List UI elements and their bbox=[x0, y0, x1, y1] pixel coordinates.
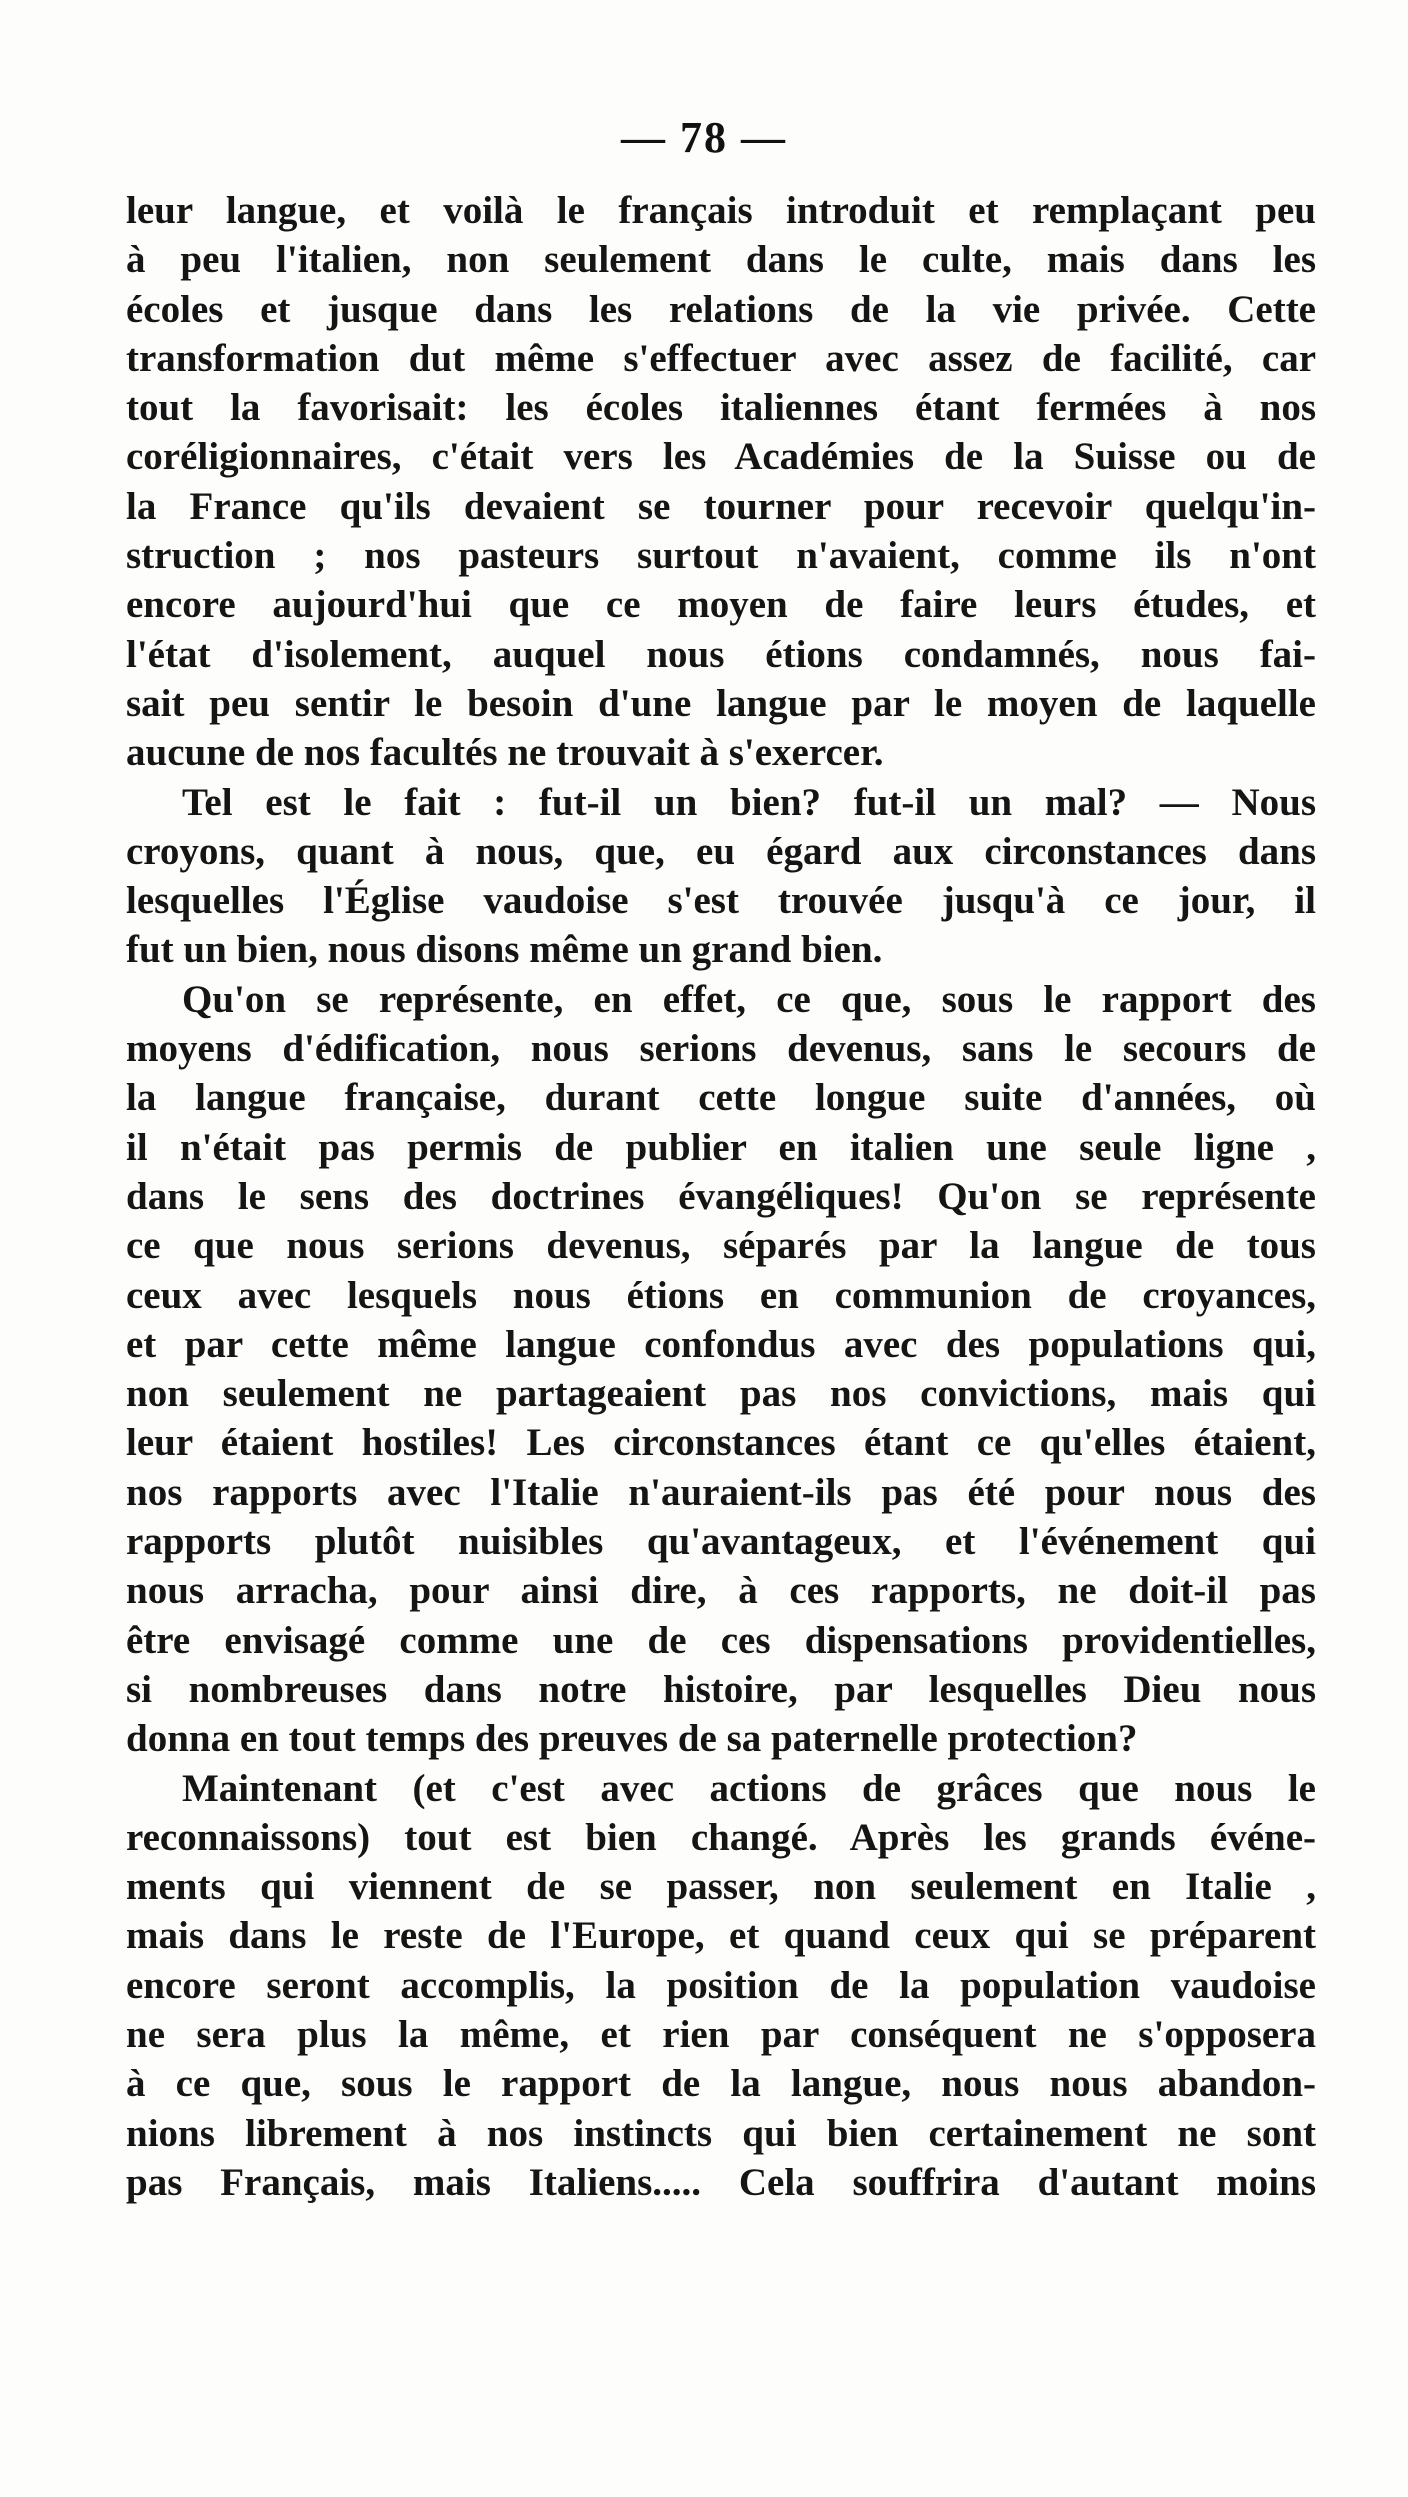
body-text bbox=[126, 186, 1316, 2207]
text-line: leur langue, et voilà le français introduit et remplaçant peu bbox=[126, 189, 1316, 232]
text-line: transformation dut même s'effectuer avec assez de facilité, car bbox=[126, 336, 1316, 380]
text-line: pas Français, mais Italiens..... Cela souffrira d'autant moins bbox=[126, 2160, 1316, 2204]
text-line: à ce que, sous le rapport de la langue, nous nous abandon- bbox=[126, 2062, 1316, 2106]
text-line: il n'était pas permis de publier en italien une seule ligne , bbox=[126, 1125, 1316, 1169]
text-line: mais dans le reste de l'Europe, et quand ceux qui se préparent bbox=[126, 1914, 1316, 1958]
text-line: l'état d'isolement, auquel nous étions condamnés, nous fai- bbox=[126, 632, 1316, 676]
text-line: ceux avec lesquels nous étions en communion de croyances, bbox=[126, 1273, 1316, 1317]
text-line: reconnaissons) tout est bien changé. Après les grands événe- bbox=[126, 1815, 1316, 1859]
text-line: la France qu'ils devaient se tourner pour recevoir quelqu'in- bbox=[126, 484, 1316, 528]
text-line: donna en tout temps des preuves de sa paternelle protection? bbox=[126, 1717, 1138, 1761]
text-line: encore aujourd'hui que ce moyen de faire leurs études, et bbox=[126, 583, 1316, 627]
text-line: à peu l'italien, non seulement dans le culte, mais dans les bbox=[126, 238, 1316, 282]
text-line: ne sera plus la même, et rien par conséquent ne s'opposera bbox=[126, 2012, 1316, 2056]
text-line: encore seront accomplis, la position de la population vaudoise bbox=[126, 1963, 1316, 2007]
text-line: coréligionnaires, c'était vers les Académies de la Suisse ou de bbox=[126, 435, 1316, 479]
text-line: non seulement ne partageaient pas nos convictions, mais qui bbox=[126, 1372, 1316, 1416]
text-line: Maintenant (et c'est avec actions de grâces que nous le bbox=[182, 1766, 1316, 1810]
text-line: sait peu sentir le besoin d'une langue par le moyen de laquelle bbox=[126, 681, 1316, 725]
text-line: la langue française, durant cette longue suite d'années, où bbox=[126, 1076, 1316, 1120]
text-line: Qu'on se représente, en effet, ce que, sous le rapport des bbox=[182, 977, 1316, 1021]
text-line: ments qui viennent de se passer, non seulement en Italie , bbox=[126, 1865, 1316, 1909]
page-number: — 78 — bbox=[621, 113, 787, 162]
text-line: rapports plutôt nuisibles qu'avantageux, et l'événement qui bbox=[126, 1520, 1316, 1564]
text-line: leur étaient hostiles! Les circonstances étant ce qu'elles étaient, bbox=[126, 1421, 1316, 1465]
text-line: si nombreuses dans notre histoire, par lesquelles Dieu nous bbox=[126, 1667, 1316, 1711]
text-line: écoles et jusque dans les relations de la vie privée. Cette bbox=[126, 287, 1316, 331]
text-line: aucune de nos facultés ne trouvait à s'exercer. bbox=[126, 731, 884, 775]
text-line: tout la favorisait: les écoles italiennes étant fermées à nos bbox=[126, 386, 1316, 430]
text-line: nos rapports avec l'Italie n'auraient-ils pas été pour nous des bbox=[126, 1470, 1316, 1514]
text-line: moyens d'édification, nous serions devenus, sans le secours de bbox=[126, 1027, 1316, 1071]
text-line: Tel est le fait : fut-il un bien? fut-il un mal? — Nous bbox=[182, 780, 1316, 824]
text-line: nions librement à nos instincts qui bien certainement ne sont bbox=[126, 2111, 1316, 2155]
text-line: lesquelles l'Église vaudoise s'est trouvée jusqu'à ce jour, il bbox=[126, 879, 1316, 923]
text-line: nous arracha, pour ainsi dire, à ces rapports, ne doit-il pas bbox=[126, 1569, 1316, 1613]
text-line: croyons, quant à nous, que, eu égard aux circonstances dans bbox=[126, 829, 1316, 873]
text-line: struction ; nos pasteurs surtout n'avaient, comme ils n'ont bbox=[126, 534, 1316, 578]
text-line: être envisagé comme une de ces dispensations providentielles, bbox=[126, 1618, 1316, 1662]
text-line: dans le sens des doctrines évangéliques! Qu'on se représente bbox=[126, 1174, 1316, 1218]
text-line: fut un bien, nous disons même un grand bien. bbox=[126, 928, 883, 972]
text-line: ce que nous serions devenus, séparés par la langue de tous bbox=[126, 1224, 1316, 1268]
text-line: et par cette même langue confondus avec des populations qui, bbox=[126, 1322, 1316, 1366]
